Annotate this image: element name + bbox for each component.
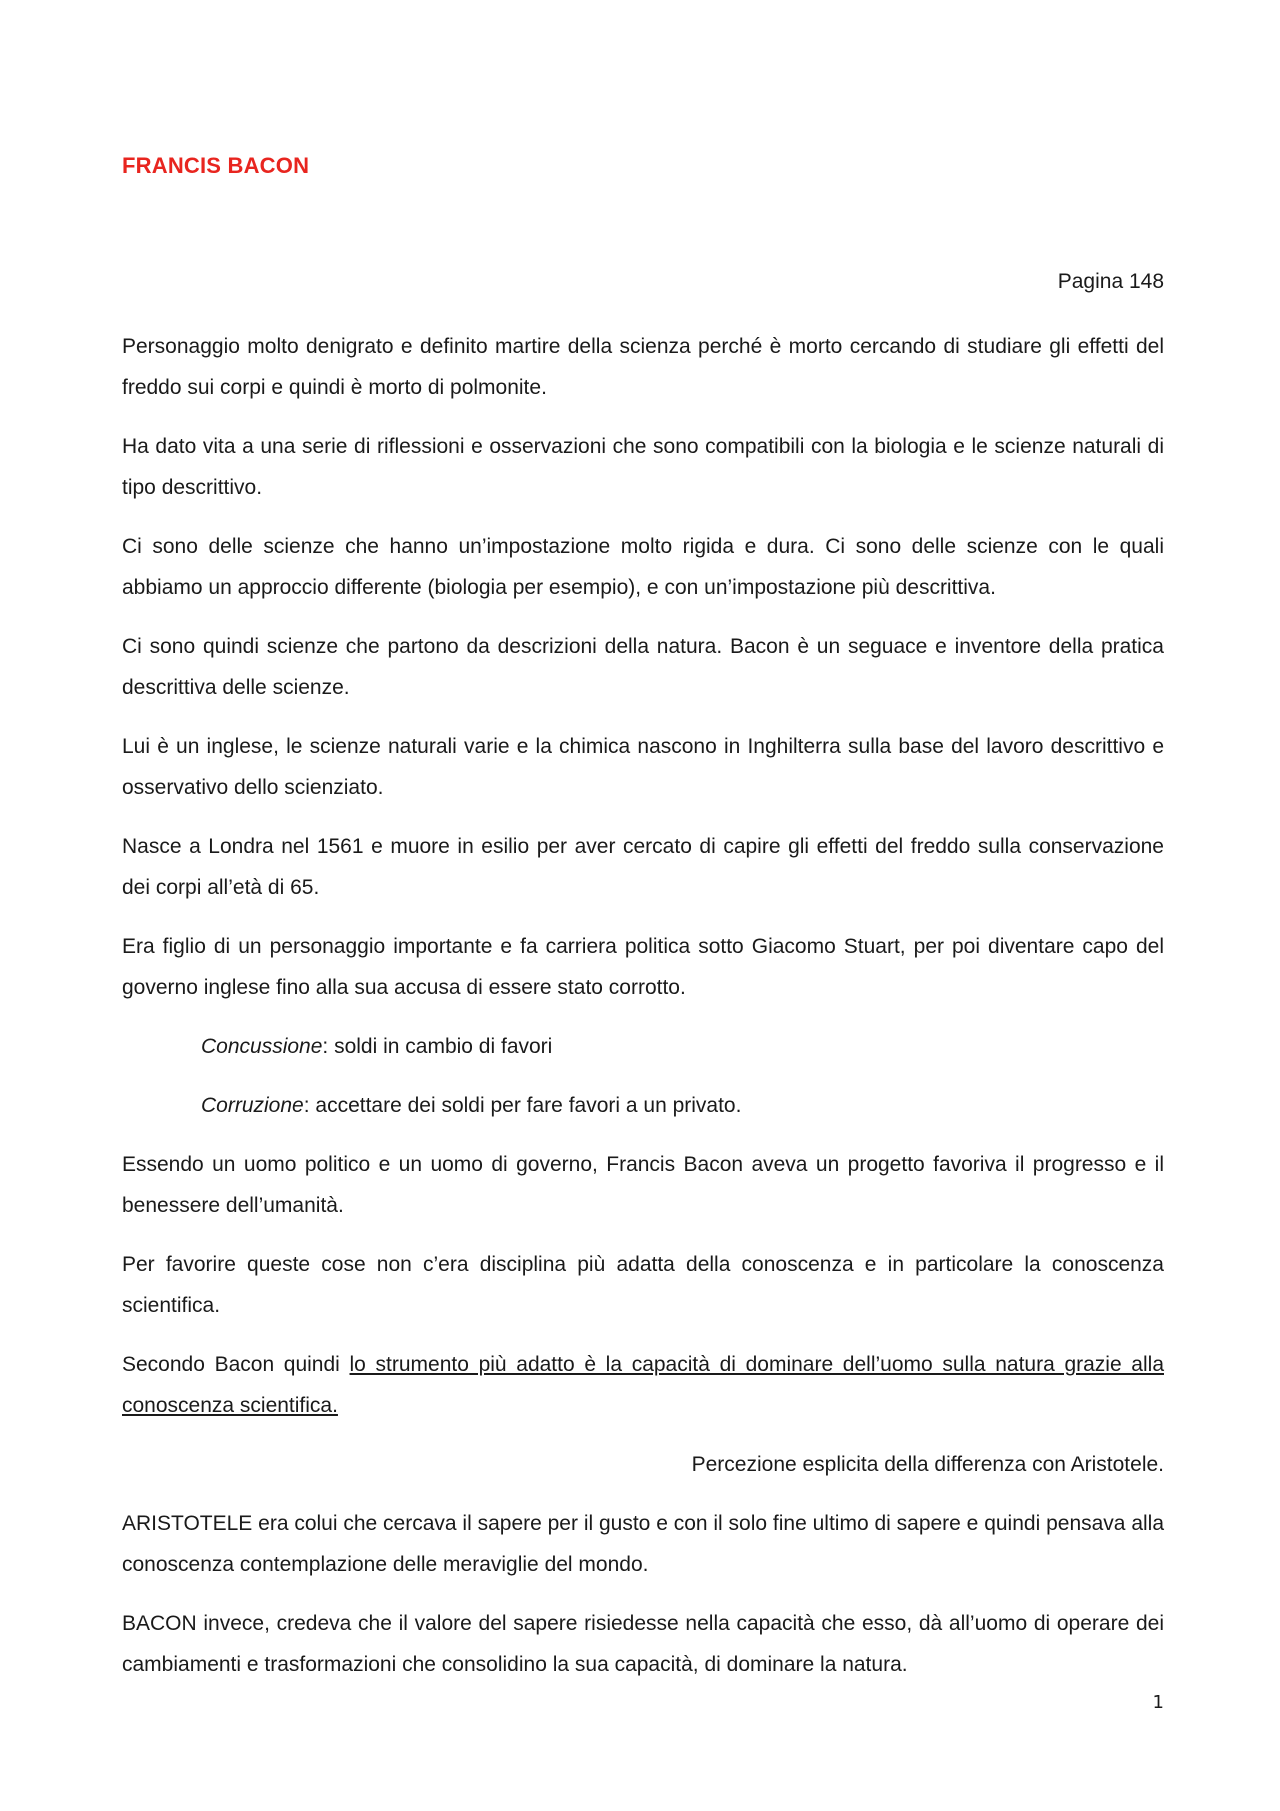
document-body [122,326,1164,1703]
definition-term: Corruzione [201,1094,304,1117]
thesis-lead: Secondo Bacon quindi [122,1353,350,1376]
aristotle-note: Percezione esplicita della differenza con Aristotele. [691,1453,1164,1476]
paragraph-death: Personaggio molto denigrato e definito martire della scienza perché è morto cercando di studiare gli effetti del freddo sui corpi e quindi è morto di polmonite. [122,335,1164,399]
paragraph-career: Era figlio di un personaggio importante e fa carriera politica sotto Giacomo Stuart, per poi diventare capo del governo inglese fino alla sua accusa di essere stato corrotto. [122,935,1164,999]
paragraph-bacon-thesis [122,1344,1164,1426]
paragraph-descriptive-sciences: Ci sono quindi scienze che partono da descrizioni della natura. Bacon è un seguace e inventore della pratica descrittiva delle scienze. [122,635,1164,699]
paragraph-reflections: Ha dato vita a una serie di riflessioni e osservazioni che sono compatibili con la biologia e le scienze naturali di tipo descrittivo. [122,435,1164,499]
document-title: FRANCIS BACON [122,153,310,178]
definition-corruzione [122,1085,1164,1126]
thesis-underlined: lo strumento più adatto è la capacità di dominare dell’uomo sulla natura grazie alla conoscenza scientifica. [122,1353,1164,1417]
paragraph-sciences-approach: Ci sono delle scienze che hanno un’impostazione molto rigida e dura. Ci sono delle scienze con le quali abbiamo un approccio differente (biologia per esempio), e con un’impostazione più descrittiva. [122,535,1164,599]
definition-concussione [122,1026,1164,1067]
definition-text: : soldi in cambio di favori [322,1035,553,1058]
paragraph-bacon-view: BACON invece, credeva che il valore del sapere risiedesse nella capacità che esso, dà all’uomo di operare dei cambiamenti e trasformazioni che consolidino la sua capacità, di dominare la natura. [122,1612,1164,1676]
paragraph-progress: Essendo un uomo politico e un uomo di governo, Francis Bacon aveva un progetto favoriva il progresso e il benessere dell’umanità. [122,1153,1164,1217]
page-number: 1 [1152,1692,1164,1713]
paragraph-birth: Nasce a Londra nel 1561 e muore in esilio per aver cercato di capire gli effetti del freddo sulla conservazione dei corpi all’età di 65. [122,835,1164,899]
page-reference: Pagina 148 [1057,270,1164,293]
paragraph-england: Lui è un inglese, le scienze naturali varie e la chimica nascono in Inghilterra sulla base del lavoro descrittivo e osservativo dello scienziato. [122,735,1164,799]
definition-text: : accettare dei soldi per fare favori a un privato. [303,1094,742,1117]
definition-term: Concussione [201,1035,323,1058]
paragraph-scientific-knowledge: Per favorire queste cose non c’era disciplina più adatta della conoscenza e in particolare la conoscenza scientifica. [122,1253,1164,1317]
paragraph-aristotle: ARISTOTELE era colui che cercava il sapere per il gusto e con il solo fine ultimo di sapere e quindi pensava alla conoscenza contemplazione delle meraviglie del mondo. [122,1512,1165,1576]
